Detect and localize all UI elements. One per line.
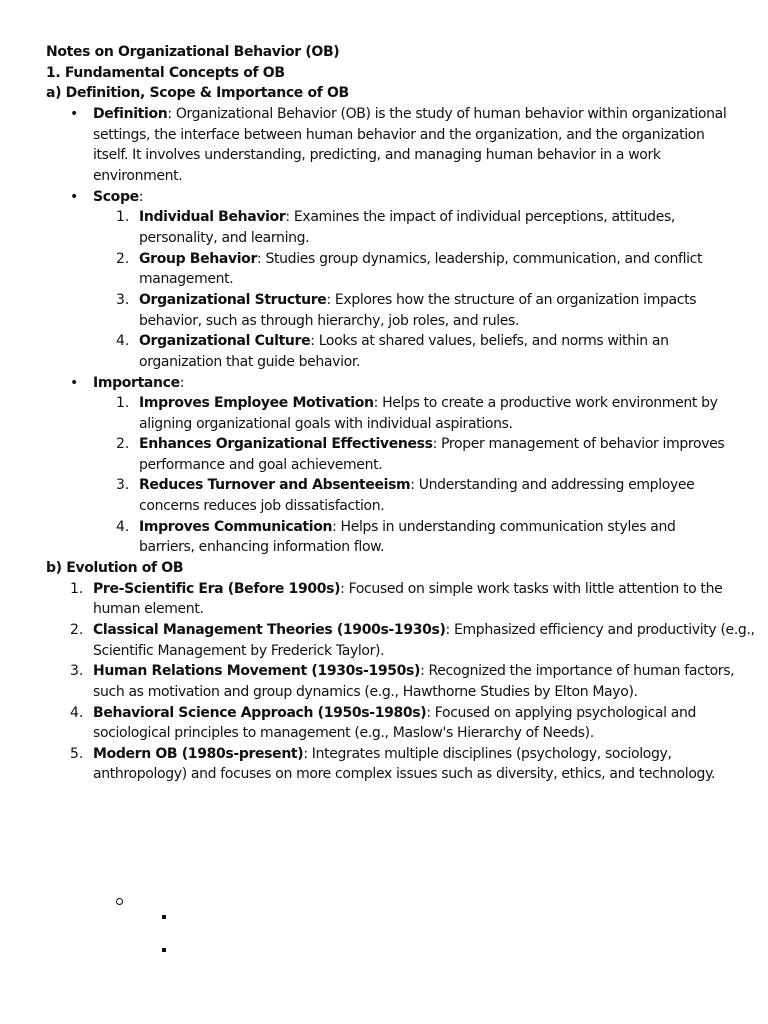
- list-item-label: Human Relations Movement (1930s-1950s): [93, 663, 421, 679]
- definition-text: settings, the interface between human behavior and the organization, and the organization: [93, 127, 705, 143]
- definition-text: itself. It involves understanding, predicting, and managing human behavior in a work: [93, 147, 661, 163]
- list-item-label: Individual Behavior: [139, 209, 286, 225]
- list-number: 3.: [116, 292, 130, 308]
- list-item-text: aligning organizational goals with individual aspirations.: [139, 416, 513, 432]
- subsection-heading-a: a) Definition, Scope & Importance of OB: [46, 85, 349, 101]
- list-item-text: : Helps in understanding communication styles and: [332, 519, 676, 535]
- scope-item: [93, 187, 143, 208]
- list-number: 4.: [116, 519, 130, 535]
- list-item-text: organization that guide behavior.: [139, 354, 361, 370]
- list-item-text: : Examines the impact of individual perceptions, attitudes,: [285, 209, 676, 225]
- empty-circle-bullet-icon: [116, 898, 123, 905]
- list-item-label: Modern OB (1980s-present): [93, 746, 304, 762]
- list-item-text: personality, and learning.: [139, 230, 310, 246]
- list-number: 4.: [70, 705, 84, 721]
- list-item: [139, 290, 696, 311]
- document-title: Notes on Organizational Behavior (OB): [46, 44, 340, 60]
- list-item-text: : Studies group dynamics, leadership, communication, and conflict: [257, 251, 703, 267]
- list-item: [93, 703, 696, 724]
- list-item-label: Improves Communication: [139, 519, 333, 535]
- list-item: [139, 475, 694, 496]
- list-item-text: : Emphasized efficiency and productivity (e.g.,: [445, 622, 755, 638]
- list-item: [139, 434, 724, 455]
- list-number: 1.: [116, 395, 130, 411]
- list-item-label: Group Behavior: [139, 251, 258, 267]
- list-number: 2.: [116, 436, 130, 452]
- list-item-text: : Explores how the structure of an organization impacts: [326, 292, 697, 308]
- list-number: 1.: [116, 209, 130, 225]
- list-item: [93, 620, 755, 641]
- list-number: 3.: [116, 477, 130, 493]
- definition-text: : Organizational Behavior (OB) is the study of human behavior within organizational: [167, 106, 727, 122]
- list-item-text: such as motivation and group dynamics (e.g., Hawthorne Studies by Elton Mayo).: [93, 684, 638, 700]
- definition-item: [93, 104, 726, 125]
- list-item-label: Classical Management Theories (1900s-1930s): [93, 622, 446, 638]
- list-item-text: management.: [139, 271, 234, 287]
- bullet-dot-icon: •: [70, 106, 79, 122]
- list-item-text: sociological principles to management (e.g., Maslow's Hierarchy of Needs).: [93, 725, 594, 741]
- list-item-label: Organizational Culture: [139, 333, 311, 349]
- bullet-dot-icon: •: [70, 189, 79, 205]
- list-item-text: Scientific Management by Frederick Taylor).: [93, 643, 385, 659]
- list-item-text: behavior, such as through hierarchy, job roles, and rules.: [139, 313, 520, 329]
- list-item: [139, 249, 702, 270]
- definition-label: Definition: [93, 106, 168, 122]
- subsection-heading-b: b) Evolution of OB: [46, 560, 184, 576]
- list-item-text: performance and goal achievement.: [139, 457, 383, 473]
- list-number: 2.: [116, 251, 130, 267]
- list-item-label: Pre-Scientific Era (Before 1900s): [93, 581, 341, 597]
- list-item: [139, 207, 675, 228]
- bullet-dot-icon: •: [70, 375, 79, 391]
- list-item-text: : Recognized the importance of human factors,: [420, 663, 735, 679]
- list-item: [93, 744, 672, 765]
- definition-text: environment.: [93, 168, 183, 184]
- list-item-text: : Proper management of behavior improves: [432, 436, 725, 452]
- list-item-text: : Helps to create a productive work environment by: [373, 395, 718, 411]
- importance-colon: :: [179, 375, 185, 391]
- list-number: 1.: [70, 581, 84, 597]
- list-item-label: Reduces Turnover and Absenteeism: [139, 477, 411, 493]
- importance-item: [93, 373, 184, 394]
- importance-label: Importance: [93, 375, 180, 391]
- list-item: [93, 579, 722, 600]
- list-item: [139, 517, 676, 538]
- list-item-text: barriers, enhancing information flow.: [139, 539, 385, 555]
- list-item-label: Organizational Structure: [139, 292, 327, 308]
- list-item: [139, 331, 669, 352]
- list-number: 3.: [70, 663, 84, 679]
- list-item-label: Improves Employee Motivation: [139, 395, 374, 411]
- list-item-text: : Integrates multiple disciplines (psychology, sociology,: [303, 746, 672, 762]
- list-number: 2.: [70, 622, 84, 638]
- list-item-text: concerns reduces job dissatisfaction.: [139, 498, 385, 514]
- list-item-text: anthropology) and focuses on more complex issues such as diversity, ethics, and technology.: [93, 766, 716, 782]
- list-item-text: human element.: [93, 601, 204, 617]
- list-item-text: : Understanding and addressing employee: [410, 477, 695, 493]
- list-item-text: : Looks at shared values, beliefs, and norms within an: [310, 333, 669, 349]
- list-item: [139, 393, 718, 414]
- list-item-text: : Focused on simple work tasks with little attention to the: [340, 581, 723, 597]
- list-number: 5.: [70, 746, 84, 762]
- list-item-label: Behavioral Science Approach (1950s-1980s): [93, 705, 427, 721]
- empty-square-bullet-icon: [162, 948, 166, 952]
- list-item-label: Enhances Organizational Effectiveness: [139, 436, 433, 452]
- list-item: [93, 661, 734, 682]
- scope-colon: :: [138, 189, 144, 205]
- scope-label: Scope: [93, 189, 139, 205]
- empty-square-bullet-icon: [162, 915, 166, 919]
- list-item-text: : Focused on applying psychological and: [426, 705, 697, 721]
- list-number: 4.: [116, 333, 130, 349]
- section-heading: 1. Fundamental Concepts of OB: [46, 65, 285, 81]
